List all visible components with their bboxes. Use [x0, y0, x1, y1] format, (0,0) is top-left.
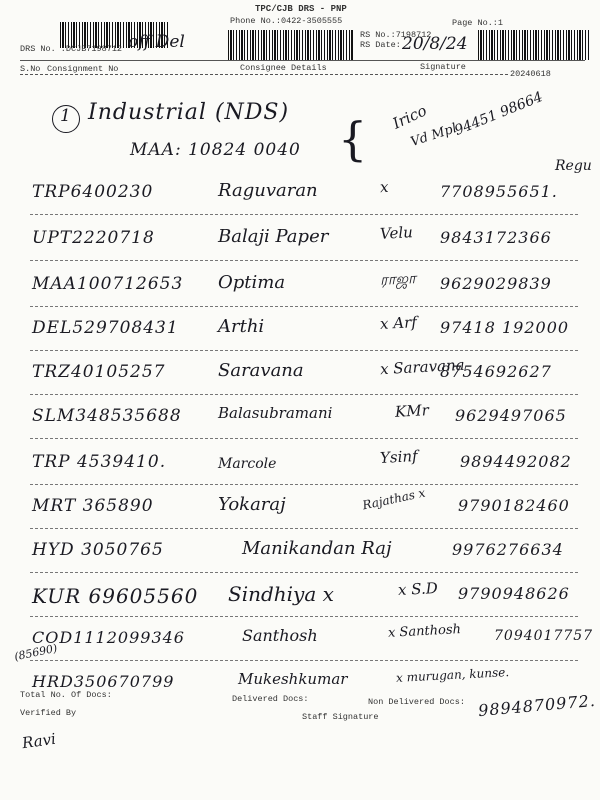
top-note-company: Industrial (NDS) [88, 100, 290, 125]
row-divider [30, 528, 578, 529]
signature: x Saravana [379, 355, 466, 379]
signature: ராஜா [379, 269, 417, 289]
consignee-name: Raguvaran [218, 180, 318, 201]
rs-date-label: RS Date: [360, 40, 401, 50]
phone-number: 9843172366 [440, 228, 552, 247]
table-row [0, 356, 600, 398]
consignee-name: Marcole [218, 456, 277, 472]
phone-number: 9894870972. [477, 690, 597, 721]
table-row [0, 446, 600, 488]
consignment-no: MAA100712653 [32, 274, 184, 294]
signature: x [379, 177, 389, 197]
phone-number: 7708955651. [440, 182, 558, 201]
consignee-name: Manikandan Raj [242, 538, 392, 559]
signature: Rajathas x [361, 485, 427, 513]
table-row [0, 176, 600, 218]
phone-number: 9790182460 [458, 496, 570, 515]
signature: Ysinf [379, 447, 419, 467]
consignment-no: TRP6400230 [32, 182, 154, 202]
verified-by-label: Verified By [20, 708, 77, 718]
page-number: Page No.:1 [452, 18, 504, 28]
consignee-name: Sindhiya x [228, 582, 334, 606]
top-note-maa: MAA: 10824 0040 [130, 140, 301, 160]
barcode-right [478, 30, 590, 60]
consignment-no: HYD 3050765 [32, 540, 164, 560]
col-consignment: Consignment No [47, 64, 119, 74]
side-note: (85690) [13, 641, 59, 664]
consignment-no: COD1112099346 [32, 628, 185, 647]
phone-number: 8754692627 [440, 362, 552, 381]
col-sno: S.No [20, 64, 41, 74]
consignee-name: Yokaraj [218, 494, 286, 515]
phone-number: 9790948626 [458, 584, 570, 603]
phone-number: 9976276634 [452, 540, 564, 559]
rs-number: RS No.:7198712 [360, 30, 432, 40]
drs-note: off Del [128, 32, 185, 52]
phone-number: 97418 192000 [440, 318, 570, 337]
row-divider [30, 260, 578, 261]
phone-number: 9894492082 [460, 452, 572, 471]
consignment-no: MRT 365890 [32, 496, 154, 516]
row-divider [30, 394, 578, 395]
date-code: 20240618 [510, 69, 551, 79]
consignee-name: Mukeshkumar [238, 670, 348, 688]
table-row [0, 268, 600, 310]
signature: Velu [379, 223, 414, 243]
consignment-no: HRD350670799 [32, 672, 175, 691]
table-row [0, 400, 600, 442]
top-note-side-extra: Vd Mpl [408, 121, 459, 150]
header-dash [20, 74, 508, 75]
consignment-no: UPT2220718 [32, 228, 155, 248]
corner-signature: Regu [555, 158, 592, 174]
header-rule [20, 60, 585, 61]
consignee-name: Saravana [218, 360, 304, 381]
consignee-name: Arthi [218, 316, 265, 337]
row-divider [30, 660, 578, 661]
barcode-center [228, 30, 353, 60]
table-row [0, 534, 600, 576]
company-line: TPC/CJB DRS - PNP [255, 4, 347, 14]
verifier-signature: Ravi [20, 729, 57, 753]
phone-line: Phone No.:0422-3505555 [230, 16, 343, 26]
col-consignee: Consignee Details [240, 63, 327, 73]
signature: x Arf [379, 313, 418, 333]
top-note-number: 1 [60, 106, 71, 126]
row-divider [30, 438, 578, 439]
col-signature: Signature [420, 62, 466, 72]
consignment-no: TRP 4539410. [32, 452, 167, 472]
table-row [0, 622, 600, 664]
phone-number: 9629497065 [455, 406, 567, 425]
table-row [0, 312, 600, 354]
phone-number: 7094017757 [494, 628, 594, 644]
top-note-side-name: Irico [389, 101, 430, 133]
row-divider [30, 214, 578, 215]
row-divider [30, 350, 578, 351]
brace-icon: { [338, 112, 368, 166]
staff-signature-label: Staff Signature [302, 712, 379, 722]
consignee-name: Santhosh [242, 626, 318, 645]
non-delivered-docs-label: Non Delivered Docs: [368, 697, 465, 707]
row-divider [30, 572, 578, 573]
consignment-no: KUR 69605560 [32, 584, 199, 608]
signature: x Santhosh [387, 622, 462, 641]
consignment-no: DEL529708431 [32, 318, 179, 338]
table-row [0, 485, 600, 532]
signature: x S.D [397, 578, 439, 600]
signature: KMr [394, 401, 430, 421]
consignee-name: Balaji Paper [218, 226, 329, 247]
total-docs-label: Total No. Of Docs: [20, 690, 112, 700]
table-row [0, 222, 600, 264]
table-row [0, 578, 600, 620]
drs-number: DRS No. :DCJB7198712 [20, 44, 123, 54]
signature: x murugan, kunse. [395, 665, 510, 685]
consignment-no: SLM348535688 [32, 406, 182, 426]
rs-date-value: 20/8/24 [402, 34, 468, 54]
top-note-side-phone: 94451 98664 [452, 89, 546, 139]
row-divider [30, 306, 578, 307]
row-divider [30, 484, 578, 485]
consignment-no: TRZ40105257 [32, 362, 166, 382]
consignee-name: Balasubramani [218, 404, 333, 422]
row-divider [30, 616, 578, 617]
consignee-name: Optima [218, 272, 286, 293]
phone-number: 9629029839 [440, 274, 552, 293]
delivered-docs-label: Delivered Docs: [232, 694, 309, 704]
